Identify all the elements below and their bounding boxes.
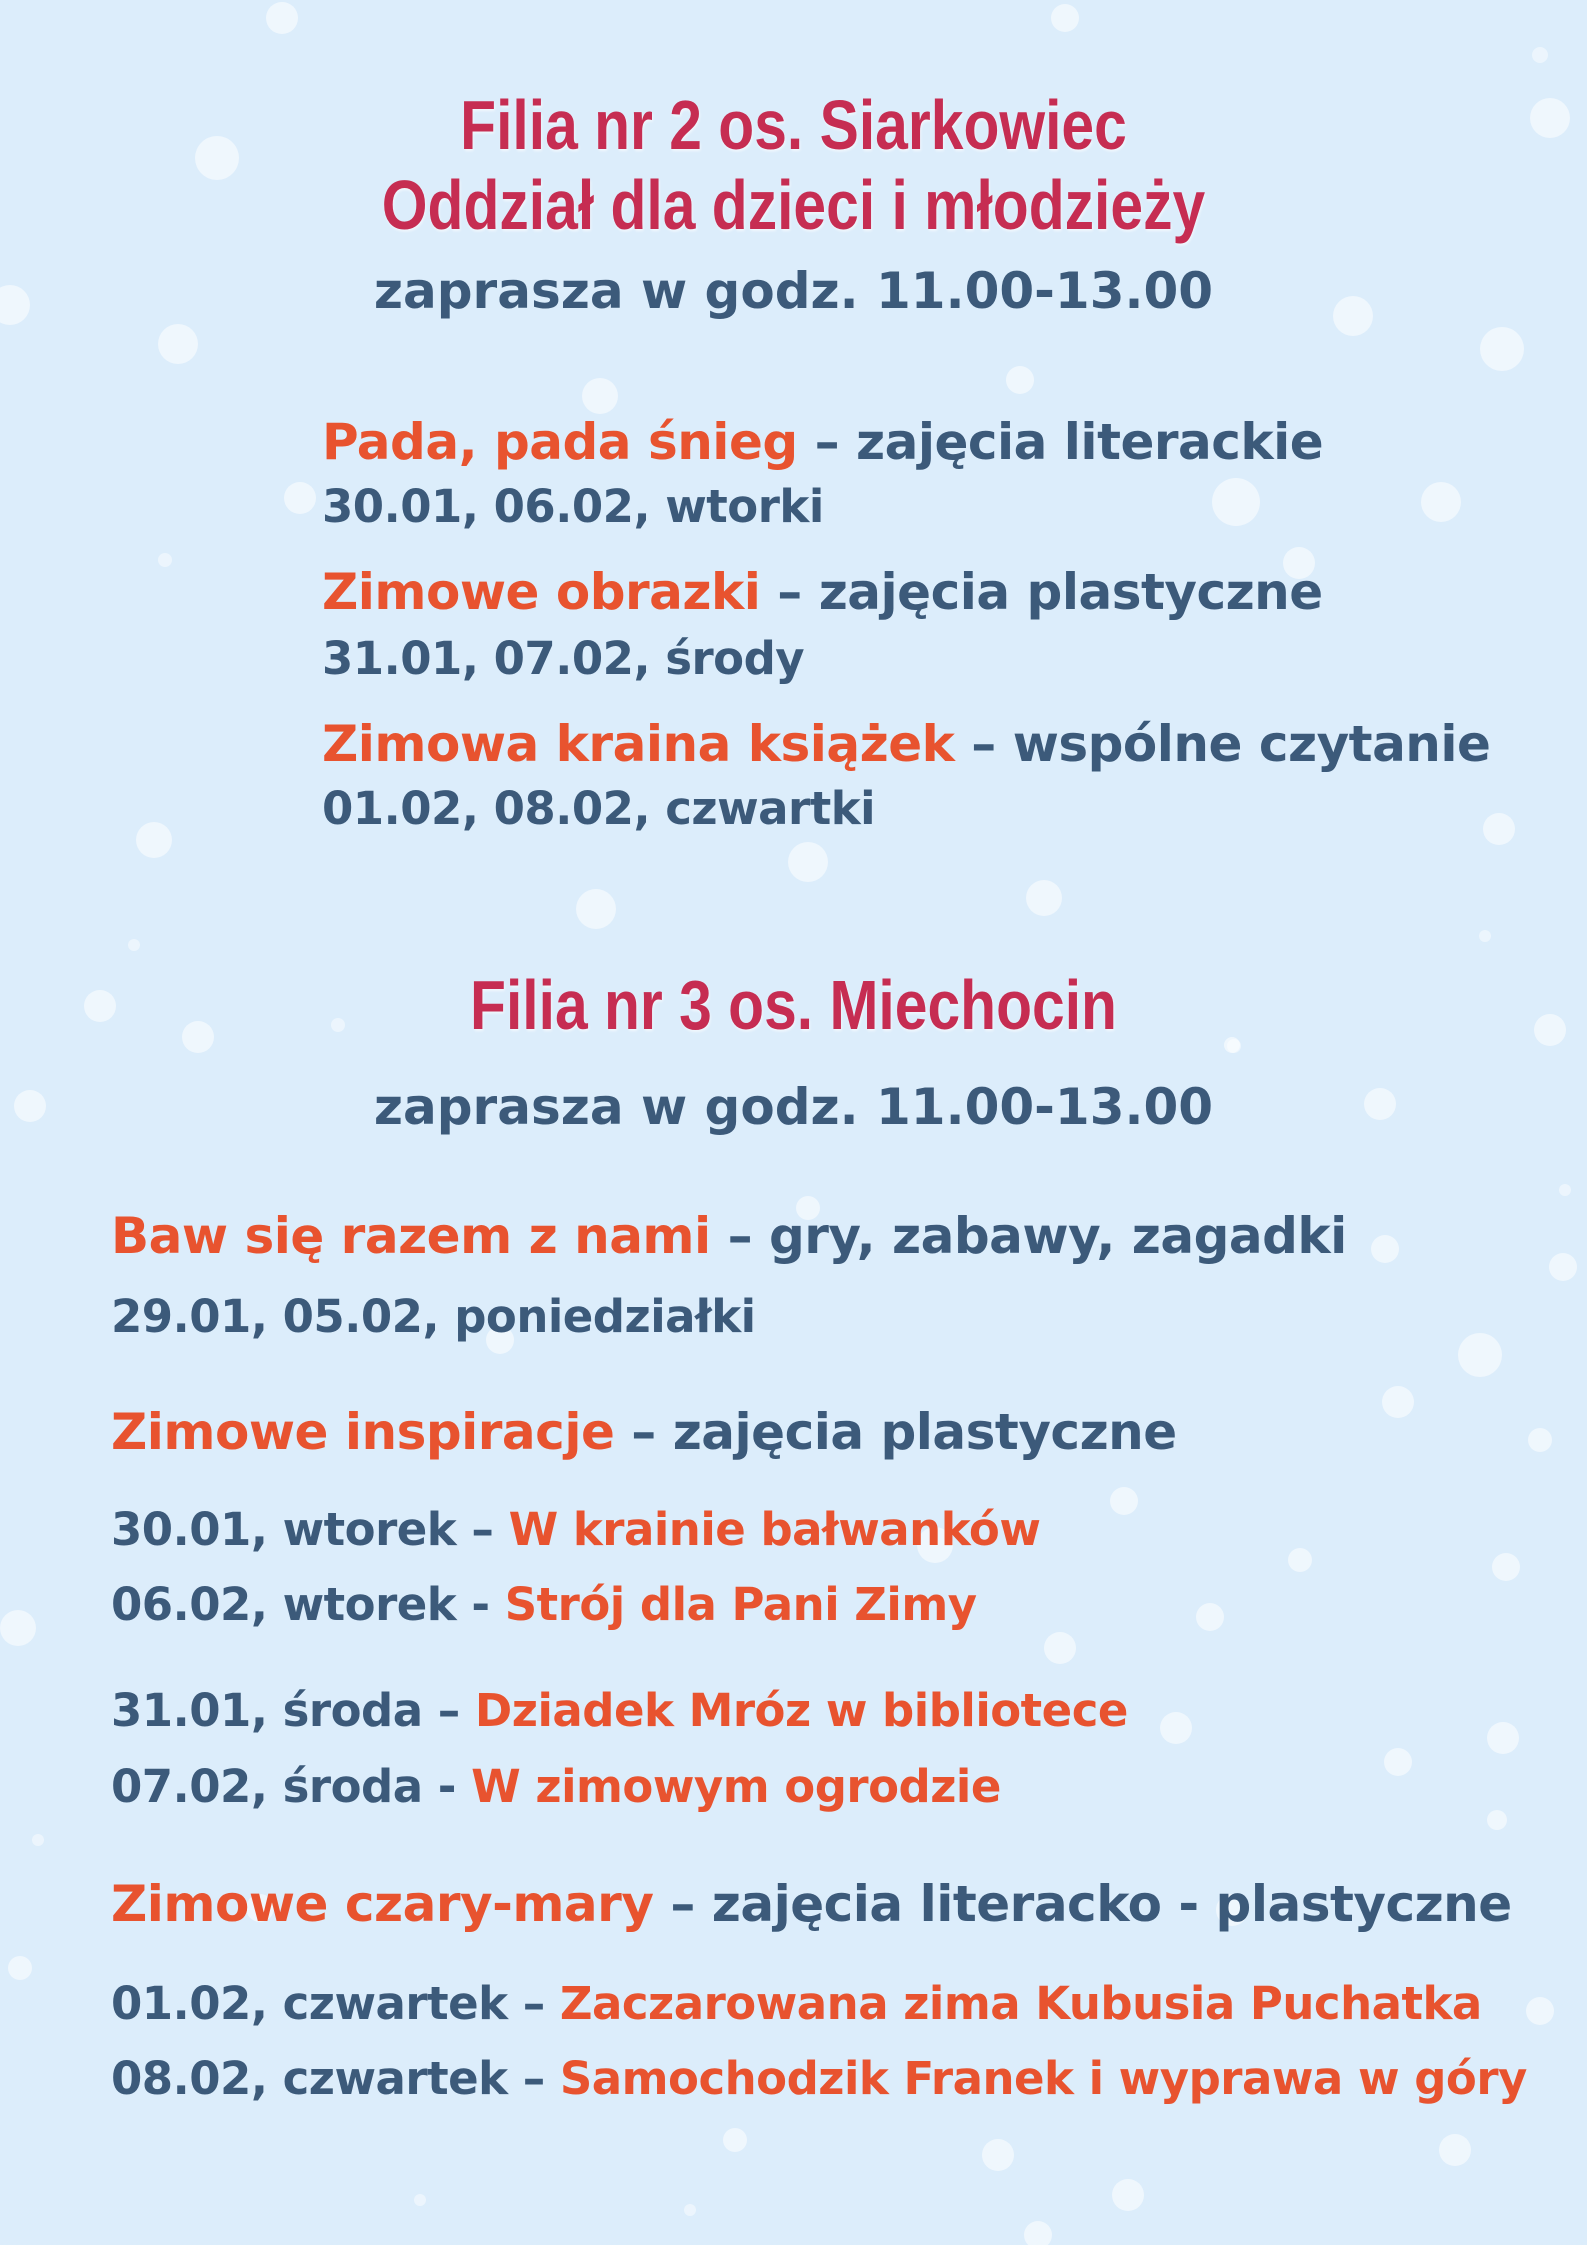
session-line bbox=[111, 1760, 1001, 1814]
session-date: 31.01, środa – bbox=[111, 1684, 475, 1737]
event-desc: – wspólne czytanie bbox=[954, 715, 1491, 773]
event-desc: – zajęcia plastyczne bbox=[760, 563, 1323, 621]
event-desc: – zajęcia literacko - plastyczne bbox=[653, 1875, 1512, 1933]
event-title bbox=[322, 563, 1323, 621]
event-dates: 29.01, 05.02, poniedziałki bbox=[111, 1290, 756, 1343]
session-topic: W zimowym ogrodzie bbox=[471, 1760, 1001, 1813]
session-line bbox=[111, 1578, 977, 1632]
heading-branch3: Filia nr 3 os. Miechocin bbox=[470, 966, 1117, 1044]
session-topic: W krainie bałwanków bbox=[508, 1503, 1041, 1556]
heading-branch2-line2: Oddział dla dzieci i młodzieży bbox=[381, 166, 1206, 244]
session-line bbox=[111, 1977, 1482, 2031]
heading-branch2-line1: Filia nr 2 os. Siarkowiec bbox=[460, 86, 1127, 164]
session-date: 07.02, środa - bbox=[111, 1760, 472, 1813]
invite-branch3: zaprasza w godz. 11.00-13.00 bbox=[373, 1078, 1214, 1136]
event-title bbox=[322, 715, 1490, 773]
event-title bbox=[111, 1403, 1177, 1461]
session-line bbox=[111, 2052, 1527, 2106]
session-date: 06.02, wtorek - bbox=[111, 1578, 505, 1631]
event-name: Zimowe inspiracje bbox=[111, 1403, 615, 1461]
event-title bbox=[111, 1875, 1512, 1933]
event-desc: – zajęcia literackie bbox=[797, 413, 1324, 471]
event-name: Zimowe czary-mary bbox=[111, 1875, 654, 1933]
session-topic: Samochodzik Franek i wyprawa w góry bbox=[559, 2052, 1527, 2105]
event-desc: – zajęcia plastyczne bbox=[614, 1403, 1177, 1461]
invite-branch2: zaprasza w godz. 11.00-13.00 bbox=[373, 262, 1214, 320]
event-dates: 31.01, 07.02, środy bbox=[322, 632, 805, 685]
session-topic: Dziadek Mróz w bibliotece bbox=[474, 1684, 1128, 1737]
session-date: 30.01, wtorek – bbox=[111, 1503, 509, 1556]
event-dates: 30.01, 06.02, wtorki bbox=[322, 480, 824, 533]
event-name: Zimowe obrazki bbox=[322, 563, 761, 621]
event-name: Zimowa kraina książek bbox=[322, 715, 955, 773]
event-title bbox=[322, 413, 1323, 471]
session-topic: Zaczarowana zima Kubusia Puchatka bbox=[559, 1977, 1482, 2030]
session-date: 01.02, czwartek – bbox=[111, 1977, 560, 2030]
session-line bbox=[111, 1503, 1040, 1557]
event-name: Baw się razem z nami bbox=[111, 1207, 711, 1265]
event-name: Pada, pada śnieg bbox=[322, 413, 798, 471]
event-desc: – gry, zabawy, zagadki bbox=[710, 1207, 1347, 1265]
session-date: 08.02, czwartek – bbox=[111, 2052, 560, 2105]
session-topic: Strój dla Pani Zimy bbox=[504, 1578, 977, 1631]
event-dates: 01.02, 08.02, czwartki bbox=[322, 782, 876, 835]
session-line bbox=[111, 1684, 1128, 1738]
event-title bbox=[111, 1207, 1347, 1265]
